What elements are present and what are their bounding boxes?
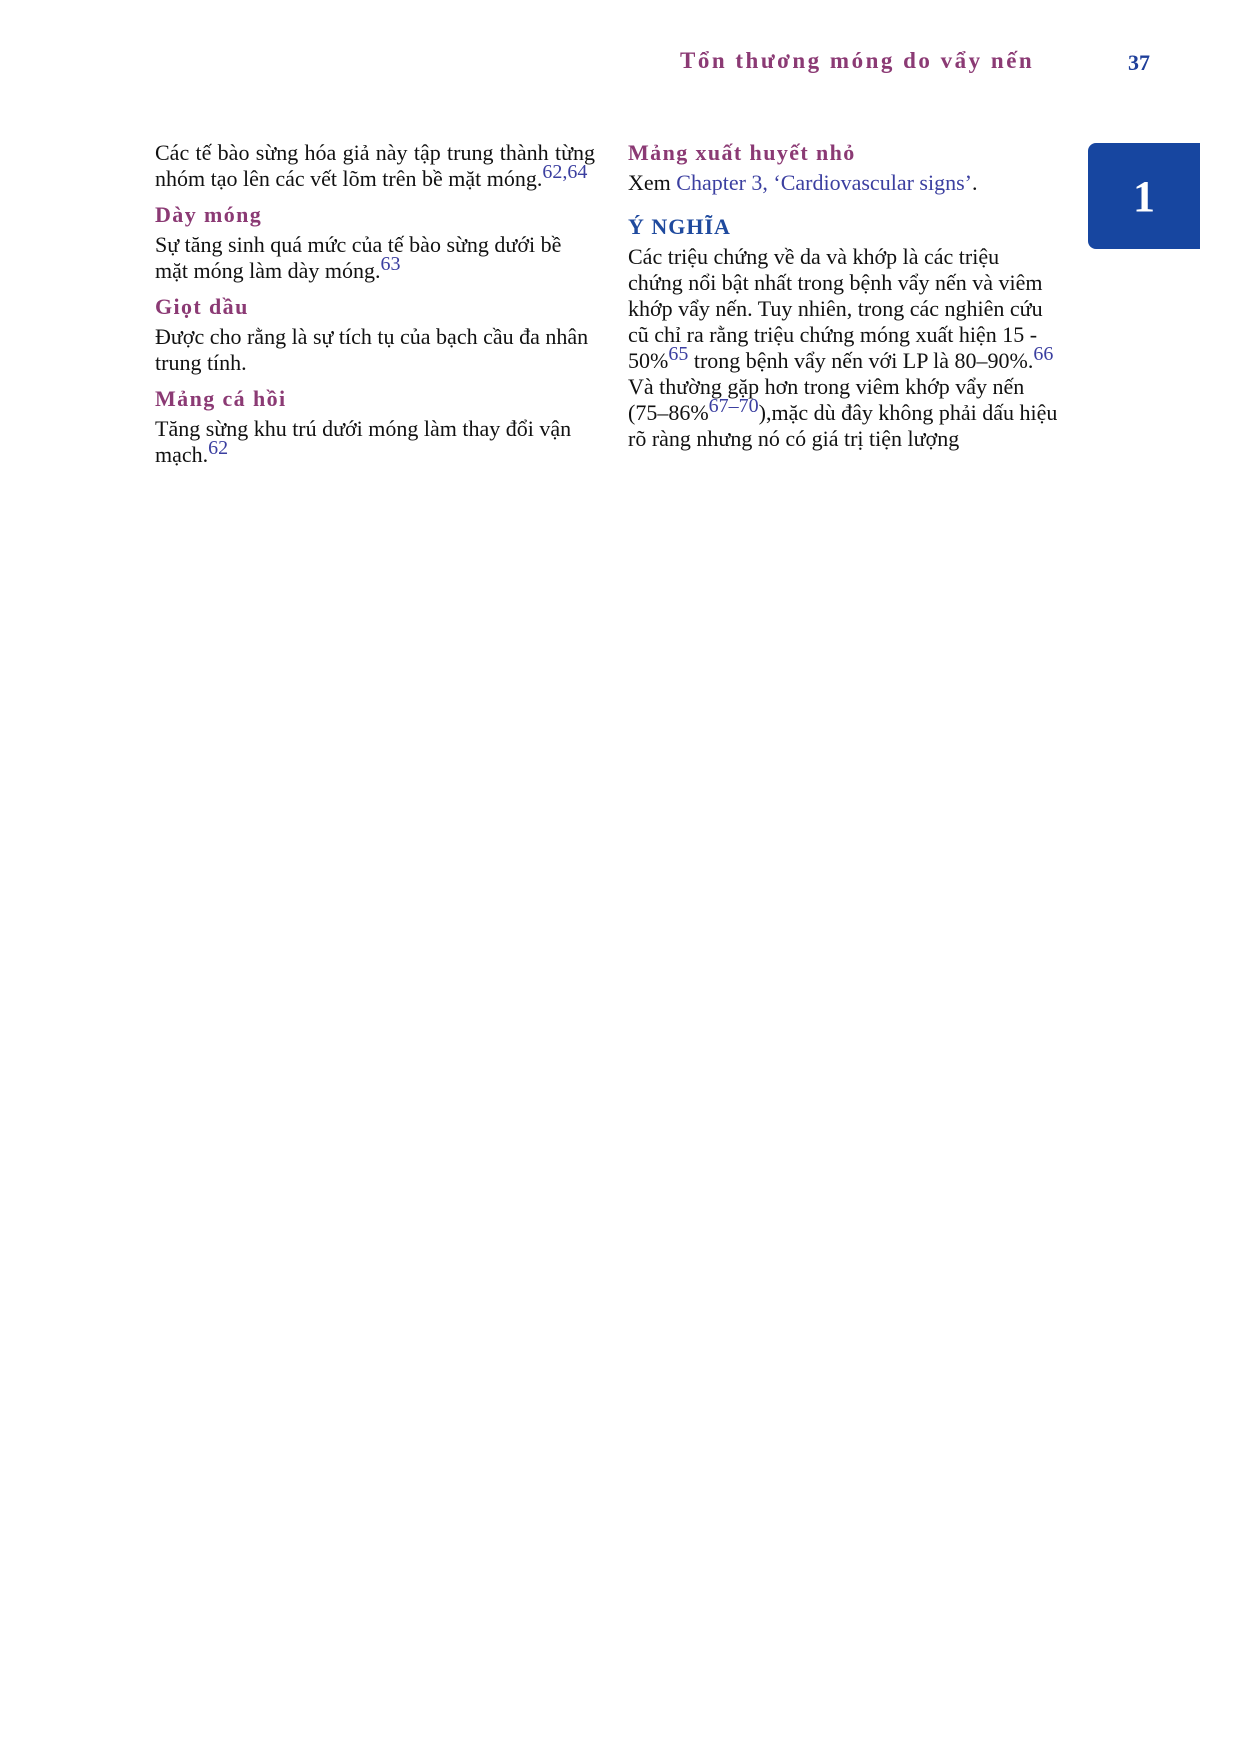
reference-salmon-patch[interactable]: 62 — [208, 437, 229, 459]
intro-reference[interactable]: 62,64 — [542, 161, 588, 183]
paragraph-significance — [628, 244, 1058, 452]
right-column — [628, 140, 1058, 452]
significance-text-4: ),mặc dù đây không phải dấu hiệu rõ ràng nhưng nó có giá trị tiện lượng — [628, 400, 1058, 451]
chapter-link[interactable]: Chapter 3, ‘Cardiovascular signs’ — [676, 170, 972, 195]
reference-65[interactable]: 65 — [668, 343, 689, 365]
reference-66[interactable]: 66 — [1033, 343, 1054, 365]
reference-67-70[interactable]: 67–70 — [708, 395, 759, 417]
left-column — [155, 140, 595, 468]
see-suffix: . — [971, 170, 978, 195]
heading-splinter-hemorrhage: Mảng xuất huyết nhỏ — [628, 140, 856, 165]
page-number: 37 — [1128, 50, 1150, 75]
see-prefix: Xem — [628, 170, 677, 195]
paragraph-oil-drop — [155, 324, 595, 376]
intro-text: Các tế bào sừng hóa giả này tập trung thành từng nhóm tạo lên các vết lõm trên bề mặt móng. — [155, 140, 595, 191]
text-thickening: Sự tăng sinh quá mức của tế bào sừng dưới bề mặt móng làm dày móng. — [155, 232, 562, 283]
intro-paragraph — [155, 140, 595, 192]
text-oil-drop: Được cho rằng là sự tích tụ của bạch cầu đa nhân trung tính. — [155, 324, 589, 375]
paragraph-splinter-hemorrhage — [628, 170, 1058, 196]
significance-text-2: trong bệnh vẩy nến với LP là 80–90%. — [688, 348, 1034, 373]
text-salmon-patch: Tăng sừng khu trú dưới móng làm thay đổi vận mạch. — [155, 416, 572, 467]
heading-salmon-patch: Mảng cá hồi — [155, 386, 287, 411]
significance-text-1: Các triệu chứng về da và khớp là các triệu chứng nổi bật nhất trong bệnh vẩy nến và viêm khớp vẩy nến. Tuy nhiên, trong các nghiên cứu cũ chỉ ra rằng triệu chứng móng xuất hiện 15 - 50% — [628, 244, 1043, 373]
reference-thickening[interactable]: 63 — [380, 253, 401, 275]
paragraph-thickening — [155, 232, 595, 284]
significance-text-3: Và thường gặp hơn trong viêm khớp vẩy nến (75–86% — [628, 374, 1025, 425]
heading-significance: Ý NGHĨA — [628, 214, 731, 239]
paragraph-salmon-patch — [155, 416, 595, 468]
heading-thickening: Dày móng — [155, 202, 263, 227]
heading-oil-drop: Giọt dầu — [155, 294, 249, 319]
running-head: Tổn thương móng do vẩy nến — [680, 48, 1035, 73]
chapter-tab: 1 — [1088, 143, 1200, 249]
